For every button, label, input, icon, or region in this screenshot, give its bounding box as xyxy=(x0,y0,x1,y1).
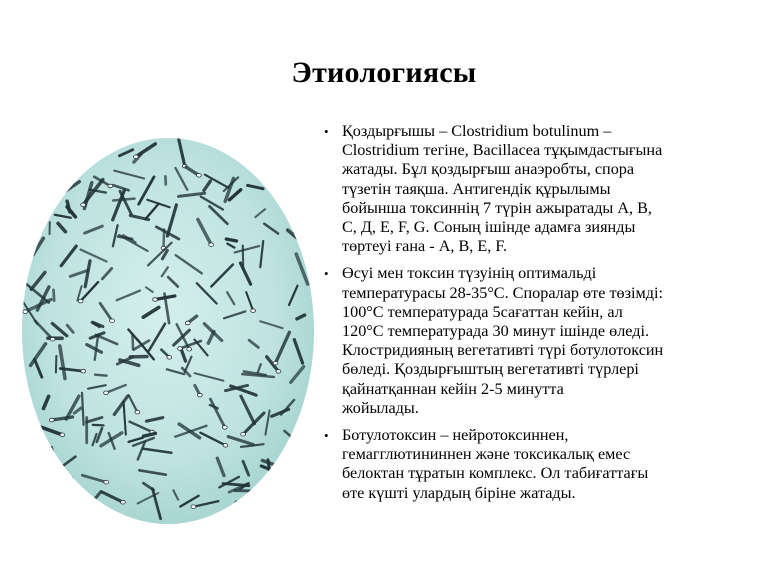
bullet-line: температурасы 28-35°С. Споралар өте төзімді: xyxy=(342,283,663,302)
bullet-line: Clostridium тегіне, Bacillacea тұқымдастығына xyxy=(342,141,663,160)
bacterium-rod xyxy=(56,171,59,187)
bacterium-rod xyxy=(54,290,55,301)
spore xyxy=(78,299,83,303)
spore xyxy=(223,444,228,448)
spore xyxy=(241,432,246,436)
spore xyxy=(198,393,203,397)
bacterium-rod xyxy=(71,502,78,522)
bullet-line: Клостридияның вегетативті түрі ботулотоксин xyxy=(342,341,664,360)
bullet-line: бөледі. Қоздырғыштың вегетативті түрлері xyxy=(342,360,639,379)
bacterium-rod xyxy=(133,334,134,349)
bacterium-rod xyxy=(284,197,297,206)
bacterium-rod xyxy=(93,425,104,426)
bacterium-rod xyxy=(85,496,87,521)
spore xyxy=(81,369,86,373)
bacterium-rod xyxy=(53,193,59,199)
bacterium-rod xyxy=(45,479,71,495)
spore xyxy=(197,174,202,178)
bacterium-rod xyxy=(278,155,293,174)
bacterium-rod xyxy=(72,160,82,161)
bullet-line: 100°С температурада 5сағаттан кейін, ал xyxy=(342,302,623,321)
bullet-list xyxy=(322,122,750,511)
spore xyxy=(191,505,196,509)
bacterium-rod xyxy=(288,140,297,154)
bacterium-rod xyxy=(247,507,248,518)
spore xyxy=(76,520,81,524)
bacterium-rod xyxy=(30,443,40,467)
bacterium-rod xyxy=(272,499,275,511)
bacterium-rod xyxy=(20,217,42,226)
bullet-line: 120°С температурада 30 минут ішінде өледі. xyxy=(342,322,650,341)
bullet-line: түзетін таяқша. Антигендік құрылымы xyxy=(342,179,611,198)
spore xyxy=(50,337,55,341)
bullet-icon: • xyxy=(324,428,329,444)
spore xyxy=(222,426,227,430)
spore xyxy=(55,186,60,190)
bacterium-rod xyxy=(34,470,39,478)
microscope-field-svg xyxy=(20,136,316,526)
bacterium-rod xyxy=(279,146,285,161)
spore xyxy=(276,370,281,374)
bacterium-rod xyxy=(164,230,165,249)
bullet-line: өте күшті улардың біріне жатады. xyxy=(342,483,576,502)
bacterium-rod xyxy=(266,495,284,498)
spore xyxy=(263,507,268,511)
bullet-item xyxy=(322,122,750,256)
spore xyxy=(187,347,192,351)
bacterium-rod xyxy=(254,504,266,509)
spore xyxy=(60,433,65,437)
spore xyxy=(104,391,109,395)
bullet-line: Қоздырғышы – Clostridium botulinum – xyxy=(342,122,612,140)
spore xyxy=(81,203,86,207)
bullet-line: Өсуі мен токсин түзуінің оптимальді xyxy=(342,264,597,283)
bacterium-rod xyxy=(20,181,44,183)
microscope-bacteria-image xyxy=(20,136,316,526)
bullet-line: төртеуі ғана - А, В, Е, F. xyxy=(342,237,508,256)
bullet-icon: • xyxy=(324,124,329,139)
spore xyxy=(51,197,56,201)
spore xyxy=(291,152,296,156)
bacterium-rod xyxy=(295,140,298,159)
bacterium-rod xyxy=(293,150,313,155)
bacterium-rod xyxy=(271,141,292,151)
bacterium-rod xyxy=(25,500,46,502)
bullet-line: С, Д, Е, F, G. Соның ішінде адамға зиянды xyxy=(342,218,636,237)
spore xyxy=(264,497,269,501)
spore xyxy=(153,298,158,302)
bacterium-rod xyxy=(30,448,42,459)
bacterium-rod xyxy=(21,480,39,497)
bacterium-rod xyxy=(280,497,287,505)
bullet-line: бойынша токсиннің 7 түрін ажыратады А, В, xyxy=(342,198,652,217)
bacterium-rod xyxy=(45,186,58,188)
bacterium-rod xyxy=(45,486,58,491)
bacterium-rod xyxy=(42,154,44,187)
bacterium-rod xyxy=(297,480,304,489)
spore xyxy=(167,356,172,360)
bacterium-rod xyxy=(285,431,309,452)
spore xyxy=(20,181,22,185)
bullet-item xyxy=(322,426,750,503)
bullet-icon: • xyxy=(324,266,329,282)
spore xyxy=(108,184,113,188)
spore xyxy=(135,410,140,414)
bullet-line: гемагглютининнен және токсикалық емес xyxy=(342,445,631,464)
spore xyxy=(185,321,190,325)
bacterium-rod xyxy=(56,356,57,373)
bullet-line: жатады. Бұл қоздырғыш анаэробты, спора xyxy=(342,160,635,179)
bullet-line: белоктан тұратын комплекс. Ол табиғаттағы xyxy=(342,464,649,483)
bacterium-rod xyxy=(95,375,107,376)
bullet-item xyxy=(322,264,750,418)
spore xyxy=(134,155,139,159)
slide-title: Этиологиясы xyxy=(291,56,477,89)
spore xyxy=(251,309,256,313)
bacterium-rod xyxy=(226,239,236,241)
bullet-line: Ботулотоксин – нейротоксиннен, xyxy=(342,426,569,445)
spore xyxy=(209,243,214,247)
bullet-line: жойылады. xyxy=(342,398,419,417)
spore xyxy=(49,418,54,422)
spore xyxy=(121,500,126,504)
spore xyxy=(110,319,115,323)
spore xyxy=(104,480,109,484)
bacterium-rod xyxy=(57,478,73,492)
spore xyxy=(178,347,183,351)
bullet-line: қайнатқаннан кейін 2-5 минутта xyxy=(342,379,564,398)
bacterium-rod xyxy=(28,487,59,499)
spore xyxy=(273,361,278,365)
spore xyxy=(23,310,28,314)
